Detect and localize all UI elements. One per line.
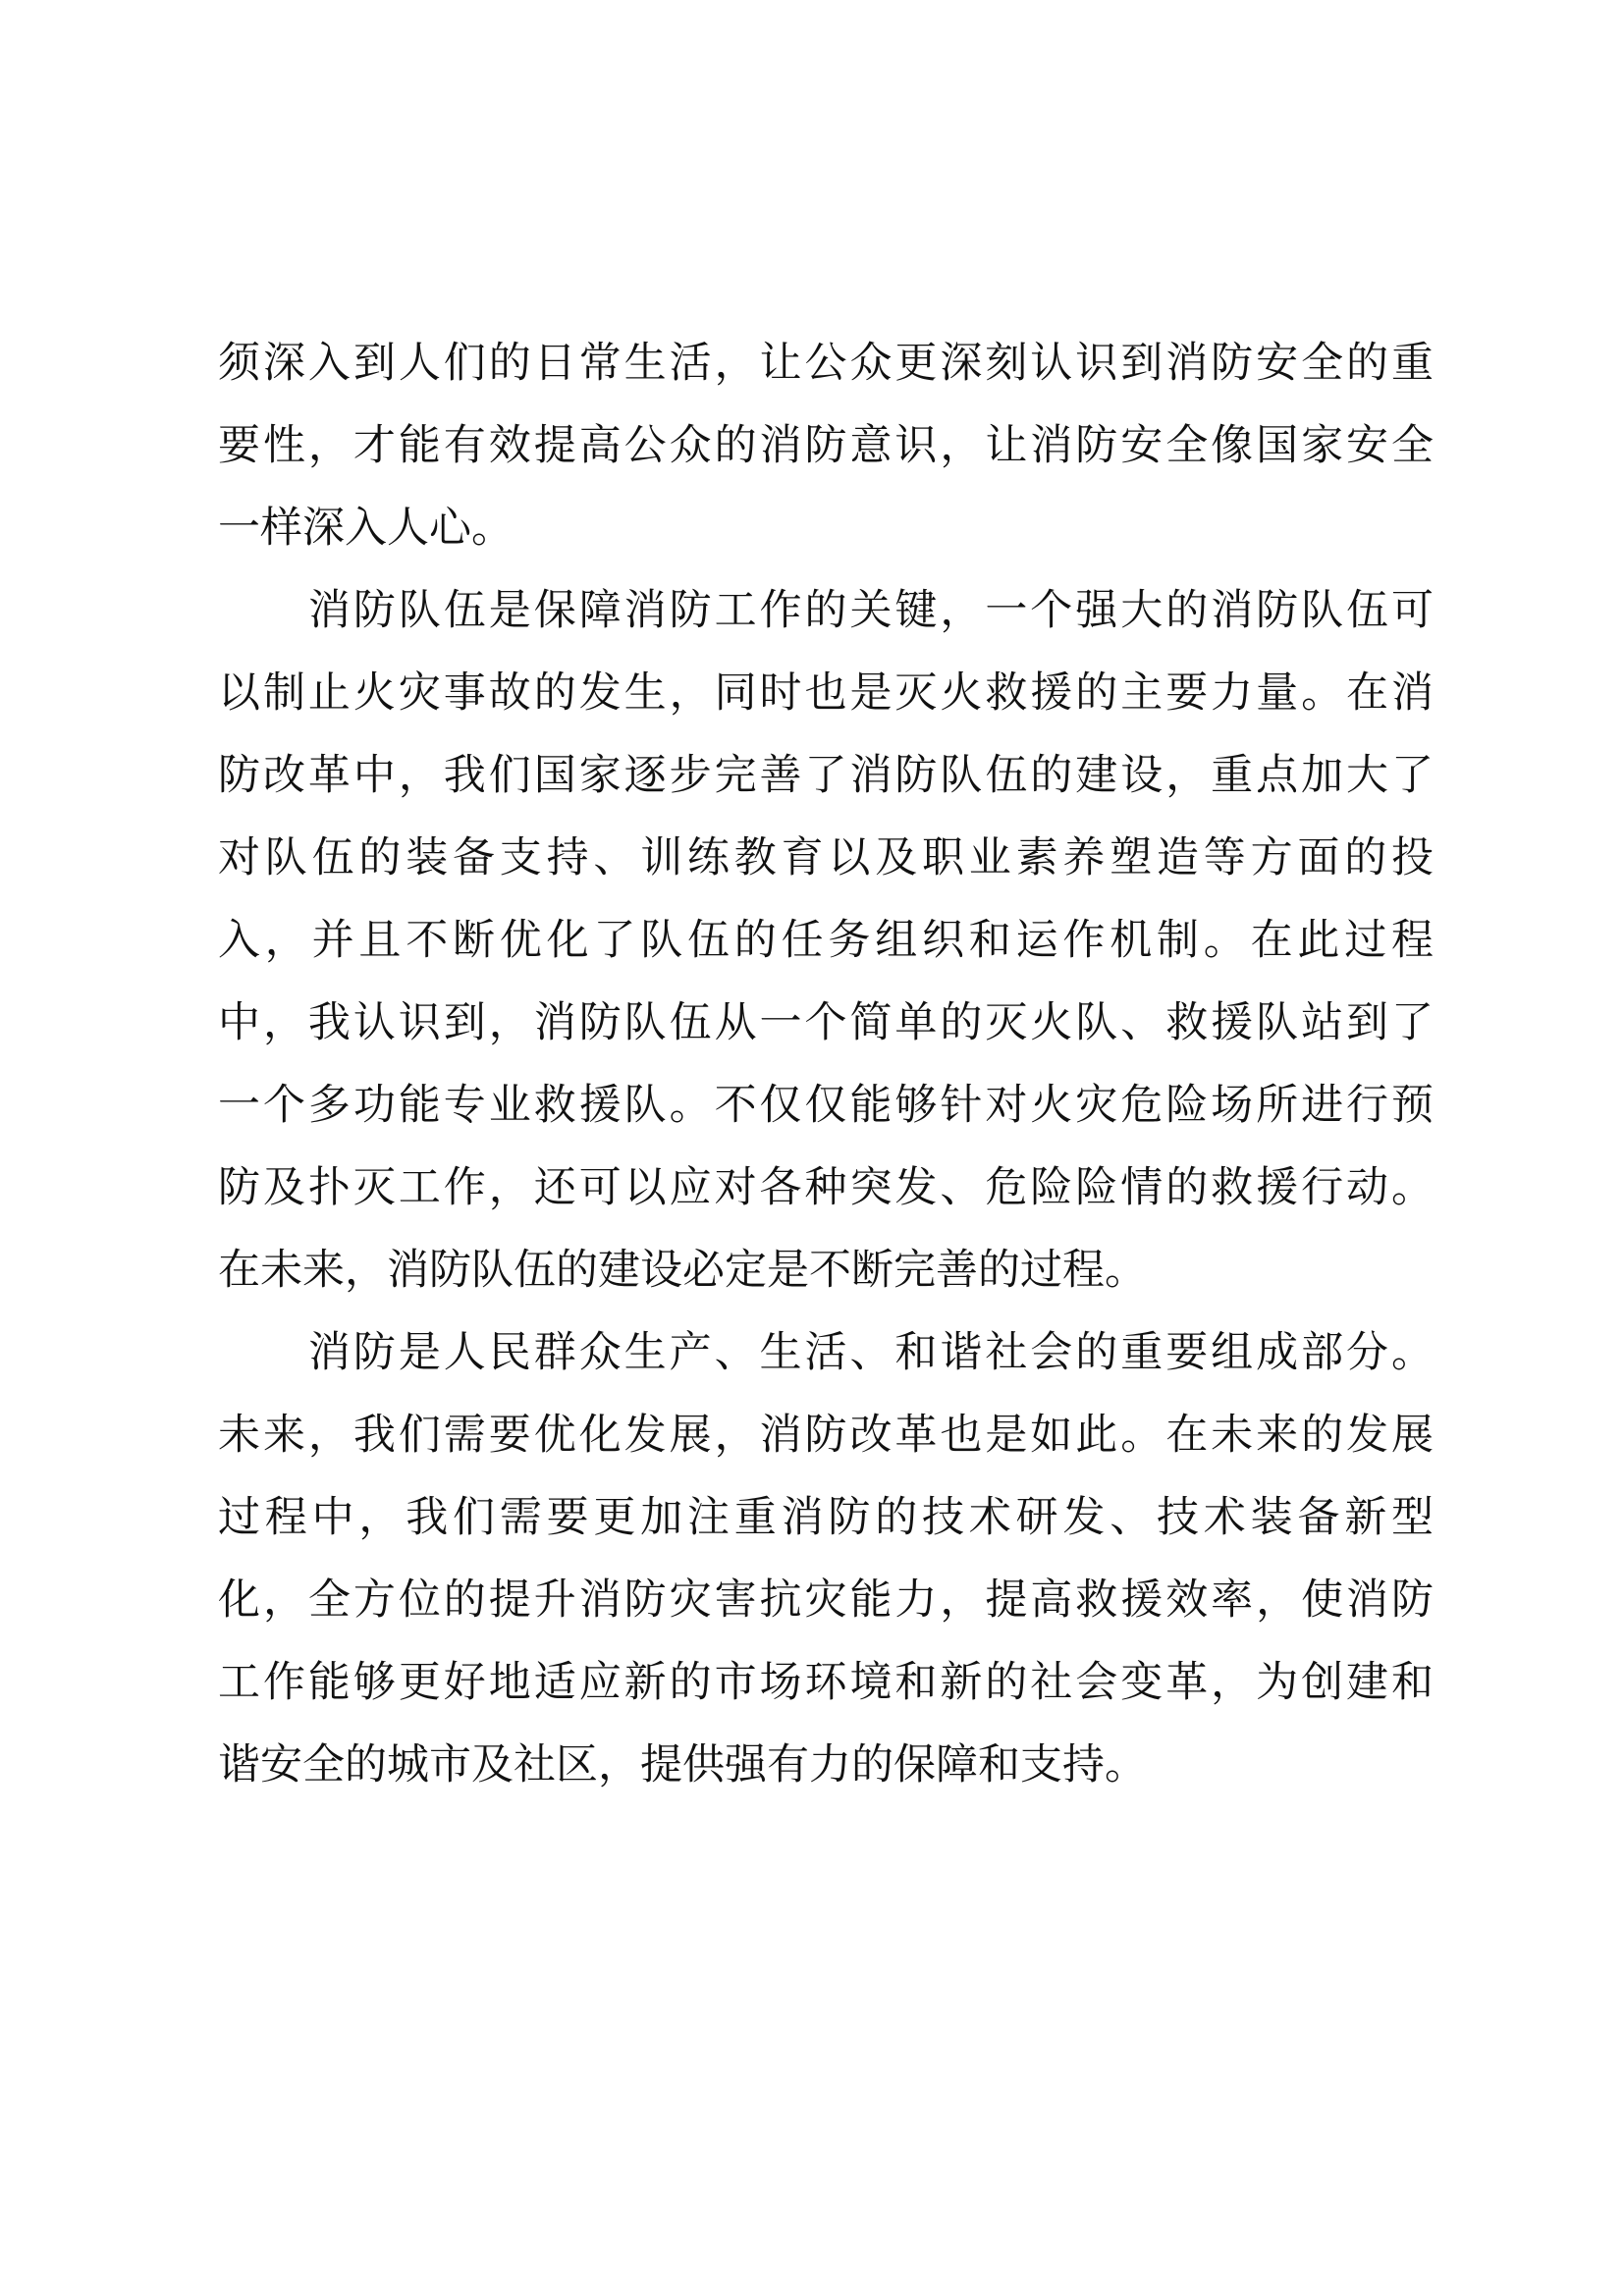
text-line: 中，我认识到，消防队伍从一个简单的灭火队、救援队站到了 bbox=[218, 998, 1434, 1047]
document-body bbox=[218, 322, 1434, 1806]
text-line: 对队伍的装备支持、训练教育以及职业素养塑造等方面的投 bbox=[218, 833, 1434, 882]
text-line: 消防队伍是保障消防工作的关键，一个强大的消防队伍可 bbox=[218, 586, 1434, 635]
text-line: 一个多功能专业救援队。不仅仅能够针对火灾危险场所进行预 bbox=[218, 1081, 1434, 1130]
text-line: 以制止火灾事故的发生，同时也是灭火救援的主要力量。在消 bbox=[218, 668, 1434, 718]
text-line: 一样深入人心。 bbox=[218, 504, 514, 553]
text-line: 消防是人民群众生产、生活、和谐社会的重要组成部分。 bbox=[218, 1328, 1434, 1377]
text-line: 须深入到人们的日常生活，让公众更深刻认识到消防安全的重 bbox=[218, 339, 1434, 388]
text-line: 在未来，消防队伍的建设必定是不断完善的过程。 bbox=[218, 1246, 1147, 1295]
text-line: 防改革中，我们国家逐步完善了消防队伍的建设，重点加大了 bbox=[218, 751, 1434, 800]
text-line: 谐安全的城市及社区，提供强有力的保障和支持。 bbox=[218, 1740, 1147, 1789]
text-line: 工作能够更好地适应新的市场环境和新的社会变革，为创建和 bbox=[218, 1658, 1434, 1707]
text-line: 入，并且不断优化了队伍的任务组织和运作机制。在此过程 bbox=[218, 916, 1434, 965]
text-line: 过程中，我们需要更加注重消防的技术研发、技术装备新型 bbox=[218, 1493, 1434, 1542]
text-line: 要性，才能有效提高公众的消防意识，让消防安全像国家安全 bbox=[218, 421, 1434, 470]
text-line: 未来，我们需要优化发展，消防改革也是如此。在未来的发展 bbox=[218, 1411, 1434, 1460]
text-line: 化，全方位的提升消防灾害抗灾能力，提高救援效率，使消防 bbox=[218, 1575, 1434, 1625]
text-line: 防及扑灭工作，还可以应对各种突发、危险险情的救援行动。 bbox=[218, 1163, 1434, 1212]
